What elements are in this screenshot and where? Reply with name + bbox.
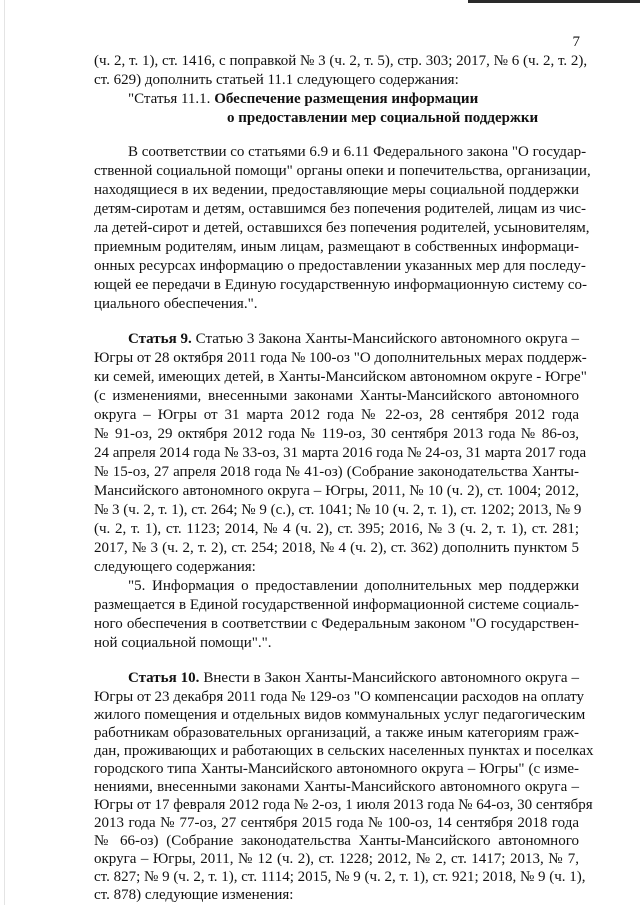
paragraph-line: циального обеспечения.". <box>94 296 258 312</box>
paragraph-line: Мансийского автономного округа – Югры, 2011, № 10 (ч. 2), ст. 1004; 2012, <box>94 483 579 499</box>
article-11-1-title: Обеспечение размещения информации <box>214 91 479 107</box>
paragraph-line: (ч. 2, т. 1), ст. 1123; 2014, № 4 (ч. 2), ст. 395; 2016, № 3 (ч. 2, т. 1), ст. 281; <box>94 521 579 537</box>
paragraph-line: дан, проживающих и работающих в сельских населенных пунктах и поселках <box>94 743 594 759</box>
article-10-first-line <box>128 669 579 687</box>
paragraph-line: № 15-оз, 27 апреля 2018 года № 41-оз) (Собрание законодательства Ханты- <box>94 464 579 480</box>
paragraph-line: Югры от 28 октября 2011 года № 100-оз "О дополнительных мерах поддерж- <box>94 350 587 366</box>
paragraph-line: Югры от 17 февраля 2012 года № 2-оз, 1 июля 2013 года № 64-оз, 30 сентября <box>94 797 593 813</box>
paragraph-line: 24 апреля 2014 года № 33-оз, 31 марта 2016 года № 24-оз, 31 марта 2017 года <box>94 445 587 461</box>
article-10-heading: Статья 10. <box>128 670 200 686</box>
paragraph-line: № 3 (ч. 2, т. 1), ст. 264; № 9 (с.), ст. 1041; № 10 (ч. 2, т. 1), ст. 1202; 2013, № 9 <box>94 502 582 518</box>
paragraph-line: № 66-оз) (Собрание законодательства Ханты-Мансийского автономного <box>94 833 579 849</box>
paragraph-line: 2013 года № 77-оз, 27 сентября 2015 года № 100-оз, 14 сентября 2018 года <box>94 815 579 831</box>
paragraph-line: округа – Югры, 2011, № 12 (ч. 2), ст. 1228; 2012, № 2, ст. 1417; 2013, № 7, <box>94 851 579 867</box>
intro-line: (ч. 2, т. 1), ст. 1416, с поправкой № 3 (ч. 2, т. 5), стр. 303; 2017, № 6 (ч. 2, т. 2), <box>94 53 588 69</box>
paragraph-line: ющей ее передачи в Единую государственную информационную систему со- <box>94 277 587 293</box>
paragraph-line: ст. 878) следующие изменения: <box>94 887 294 903</box>
quote-line: размещается в Единой государственной информационной системе социаль- <box>94 597 579 613</box>
paragraph-line: № 91-оз, 29 октября 2012 года № 119-оз, 30 сентября 2013 года № 86-оз, <box>94 426 579 442</box>
paragraph-line: (с изменениями, внесенными законами Ханты-Мансийского автономного <box>94 388 579 404</box>
article-11-1-prefix: "Статья 11.1. <box>128 91 215 107</box>
paragraph-line: 2017, № 3 (ч. 2, т. 2), ст. 254; 2018, № 4 (ч. 2), ст. 362) дополнить пунктом 5 <box>94 540 579 556</box>
paragraph-line: ственной социальной помощи" органы опеки и попечительства, организации, <box>94 163 591 179</box>
quote-line: ного обеспечения в соответствии с Федеральным законом "О государствен- <box>94 616 579 632</box>
article-9-heading: Статья 9. <box>128 331 192 347</box>
quote-line: ной социальной помощи".". <box>94 635 272 651</box>
article-9-first-line <box>128 330 579 348</box>
intro-line: ст. 629) дополнить статьей 11.1 следующего содержания: <box>94 72 459 88</box>
paragraph-line: следующего содержания: <box>94 559 256 575</box>
article-9-first-line-text: Статью 3 Закона Ханты-Мансийского автономного округа – <box>191 331 579 347</box>
paragraph-line: работникам образовательных организаций, а также иным категориям граж- <box>94 725 579 741</box>
paragraph-line: округа – Югры от 31 марта 2012 года № 22-оз, 28 сентября 2012 года <box>94 407 579 423</box>
scan-left-edge <box>4 0 5 905</box>
paragraph-line: приемным родителям, иным лицам, размещают в собственных информаци- <box>94 239 579 255</box>
page-number: 7 <box>572 34 580 50</box>
quote-line: "5. Информация о предоставлении дополнительных мер поддержки <box>128 578 579 594</box>
paragraph-line: жилого помещения и отдельных видов коммунальных услуг педагогическим <box>94 707 586 723</box>
article-10-first-line-text: Внести в Закон Ханты-Мансийского автономного округа – <box>199 670 579 686</box>
paragraph-line: ки семей, имеющих детей, в Ханты-Мансийском автономном округе - Югре" <box>94 369 587 385</box>
article-11-1-title-line2: о предоставлении мер социальной поддержки <box>227 110 539 126</box>
paragraph-line: ст. 827; № 9 (ч. 2, т. 1), ст. 1114; 2015, № 9 (ч. 2, т. 1), ст. 921; 2018, № 9 (ч. 1), <box>94 869 586 885</box>
paragraph-line: В соответствии со статьями 6.9 и 6.11 Федерального закона "О государ- <box>128 144 587 160</box>
paragraph-line: городского типа Ханты-Мансийского автономного округа – Югры" (с изме- <box>94 761 579 777</box>
paragraph-line: онных ресурсах информацию о предоставлении указанных мер для последу- <box>94 258 586 274</box>
paragraph-line: ла детей-сирот и детей, оставшихся без попечения родителей, усыновителям, <box>94 220 590 236</box>
paragraph-line: нениями, внесенными законами Ханты-Мансийского автономного округа – <box>94 779 579 795</box>
scan-top-rule <box>468 0 640 3</box>
paragraph-line: детям-сиротам и детям, оставшимся без попечения родителей, лицам из чис- <box>94 201 587 217</box>
paragraph-line: находящиеся в их ведении, предоставляющие меры социальной поддержки <box>94 182 579 198</box>
paragraph-line: Югры от 23 декабря 2011 года № 129-оз "О компенсации расходов на оплату <box>94 689 584 705</box>
article-11-1-heading <box>128 90 579 108</box>
